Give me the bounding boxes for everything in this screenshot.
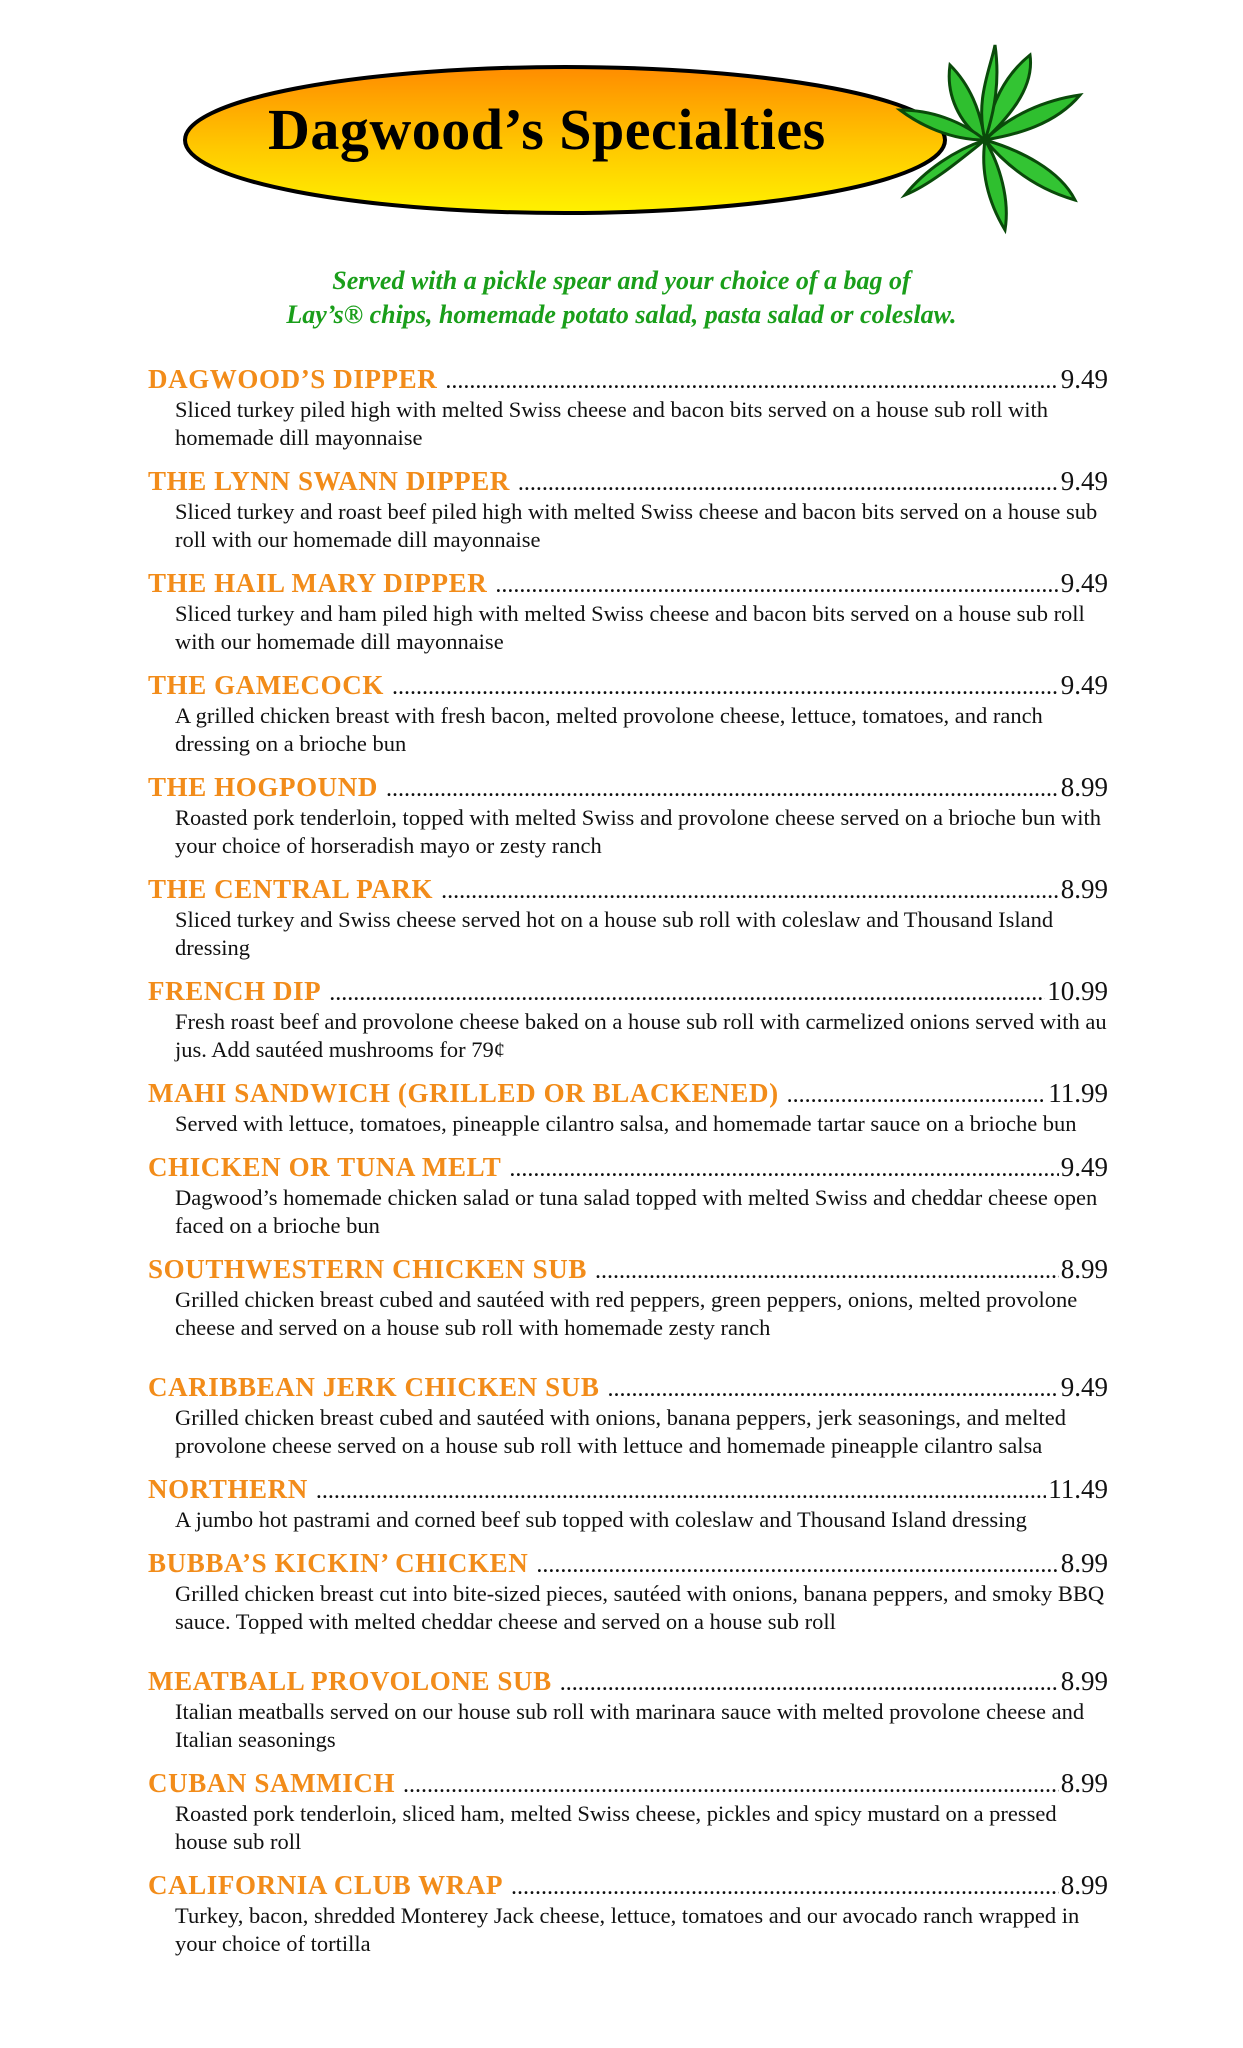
dot-leader [386,776,1059,803]
dot-leader [536,1552,1058,1579]
menu-item-price: 11.49 [1048,1474,1108,1504]
menu-item-description: Roasted pork tenderloin, topped with melted Swiss and provolone cheese served on a brioche bun with your choice of horseradish mayo or zesty ranch [175,805,1102,858]
menu-item-header [148,772,1108,804]
menu-item-name: DAGWOOD’S DIPPER [148,364,438,394]
menu-item-description: Fresh roast beef and provolone cheese baked on a house sub roll with carmelized onions served with au jus. Add sautéed mushrooms for 79¢ [175,1009,1107,1062]
menu-item-price: 9.49 [1060,364,1108,394]
menu-item-name: MEATBALL PROVOLONE SUB [148,1666,552,1696]
menu-item-header [148,1768,1108,1800]
menu-item-name: MAHI SANDWICH (GRILLED OR BLACKENED) [148,1078,779,1108]
menu-item-header [148,976,1108,1008]
menu-item-description: Dagwood’s homemade chicken salad or tuna salad topped with melted Swiss and cheddar cheese open faced on a brioche bun [175,1185,1098,1238]
dot-leader [495,572,1058,599]
menu-item-price: 8.99 [1060,1870,1108,1900]
menu-item-price: 9.49 [1060,466,1108,496]
dot-leader [392,674,1059,701]
menu-item-price: 8.99 [1060,1548,1108,1578]
menu-item-header [148,568,1108,600]
menu-item-header [148,364,1108,396]
subtitle-line-2: Lay’s® chips, homemade potato salad, pasta salad or coleslaw. [286,300,957,329]
dot-leader [518,470,1059,497]
menu-item-price: 8.99 [1060,772,1108,802]
dot-leader [595,1258,1059,1285]
menu-item-description: A jumbo hot pastrami and corned beef sub topped with coleslaw and Thousand Island dressing [175,1507,1027,1532]
menu-item-header [148,670,1108,702]
menu-item-description: Sliced turkey and Swiss cheese served hot on a house sub roll with coleslaw and Thousand Island dressing [175,907,1054,960]
menu-item-header [148,1078,1108,1110]
menu-item-description: Italian meatballs served on our house sub roll with marinara sauce with melted provolone cheese and Italian seasonings [175,1699,1085,1752]
menu-item-description: Turkey, bacon, shredded Monterey Jack cheese, lettuce, tomatoes and our avocado ranch wrapped in your choice of tortilla [175,1903,1080,1956]
dot-leader [445,368,1058,395]
subtitle [0,264,1243,332]
menu-item [148,874,1108,962]
menu-item-name: FRENCH DIP [148,976,322,1006]
header [0,0,1243,250]
dot-leader [787,1082,1047,1109]
menu-item [148,466,1108,554]
menu-item [148,1254,1108,1342]
menu-item [148,1870,1108,1958]
dot-leader [607,1376,1058,1403]
menu-item-name: CALIFORNIA CLUB WRAP [148,1870,504,1900]
menu-item-description: Sliced turkey and roast beef piled high with melted Swiss cheese and bacon bits served on a house sub roll with our homemade dill mayonnaise [175,499,1098,552]
menu-item-header [148,1372,1108,1404]
menu-item-name: THE CENTRAL PARK [148,874,434,904]
page-title: Dagwood’s Specialties [268,97,826,162]
menu-item-name: THE HAIL MARY DIPPER [148,568,488,598]
menu-item-description: Grilled chicken breast cut into bite-sized pieces, sautéed with onions, banana peppers, and smoky BBQ sauce. Topped with melted cheddar cheese and served on a house sub roll [175,1581,1105,1634]
menu-item [148,670,1108,758]
menu-item-name: CUBAN SAMMICH [148,1768,396,1798]
menu-item-description: Sliced turkey piled high with melted Swiss cheese and bacon bits served on a house sub roll with homemade dill mayonnaise [175,397,1048,450]
menu-item-name: THE GAMECOCK [148,670,384,700]
menu-item-price: 9.49 [1060,1152,1108,1182]
menu-item-header [148,466,1108,498]
menu-list [148,364,1108,1972]
menu-item-name: CHICKEN OR TUNA MELT [148,1152,502,1182]
menu-item [148,1078,1108,1138]
menu-item-price: 8.99 [1060,1768,1108,1798]
menu-item-description: Served with lettuce, tomatoes, pineapple cilantro salsa, and homemade tartar sauce on a brioche bun [175,1111,1077,1136]
menu-item-price: 9.49 [1060,568,1108,598]
menu-item-header [148,1152,1108,1184]
menu-item-name: NORTHERN [148,1474,308,1504]
menu-item-name: BUBBA’S KICKIN’ CHICKEN [148,1548,529,1578]
subtitle-line-1: Served with a pickle spear and your choice of a bag of [332,266,911,295]
menu-item-header [148,1254,1108,1286]
menu-item [148,1474,1108,1534]
menu-item-description: Grilled chicken breast cubed and sautéed with onions, banana peppers, jerk seasonings, and melted provolone cheese served on a house sub roll with lettuce and homemade pineapple cilantro salsa [175,1405,1066,1458]
menu-item-header [148,1666,1108,1698]
menu-item [148,1372,1108,1460]
menu-item-price: 9.49 [1060,670,1108,700]
menu-item-name: THE HOGPOUND [148,772,378,802]
menu-item-header [148,1548,1108,1580]
menu-item-name: THE LYNN SWANN DIPPER [148,466,510,496]
menu-item [148,1768,1108,1856]
menu-item-header [148,1474,1108,1506]
menu-item-price: 8.99 [1060,874,1108,904]
menu-item-description: Roasted pork tenderloin, sliced ham, melted Swiss cheese, pickles and spicy mustard on a pressed house sub roll [175,1801,1057,1854]
dot-leader [403,1772,1059,1799]
menu-item [148,364,1108,452]
dot-leader [441,878,1059,905]
menu-item-name: SOUTHWESTERN CHICKEN SUB [148,1254,588,1284]
menu-item [148,976,1108,1064]
menu-item-price: 8.99 [1060,1666,1108,1696]
menu-item-name: CARIBBEAN JERK CHICKEN SUB [148,1372,600,1402]
dot-leader [509,1156,1058,1183]
menu-item [148,1152,1108,1240]
menu-item-description: Sliced turkey and ham piled high with melted Swiss cheese and bacon bits served on a house sub roll with our homemade dill mayonnaise [175,601,1085,654]
menu-item [148,1548,1108,1636]
menu-item-price: 11.99 [1048,1078,1108,1108]
dot-leader [560,1670,1059,1697]
menu-item-price: 10.99 [1047,976,1108,1006]
menu-item-price: 8.99 [1060,1254,1108,1284]
menu-item [148,568,1108,656]
dot-leader [511,1874,1059,1901]
menu-item [148,1666,1108,1754]
menu-item-price: 9.49 [1060,1372,1108,1402]
menu-item [148,772,1108,860]
dot-leader [316,1478,1046,1505]
dot-leader [329,980,1045,1007]
menu-item-header [148,874,1108,906]
menu-item-description: Grilled chicken breast cubed and sautéed with red peppers, green peppers, onions, melted provolone cheese and served on a house sub roll with homemade zesty ranch [175,1287,1078,1340]
menu-item-description: A grilled chicken breast with fresh bacon, melted provolone cheese, lettuce, tomatoes, and ranch dressing on a brioche bun [175,703,1043,756]
menu-item-header [148,1870,1108,1902]
